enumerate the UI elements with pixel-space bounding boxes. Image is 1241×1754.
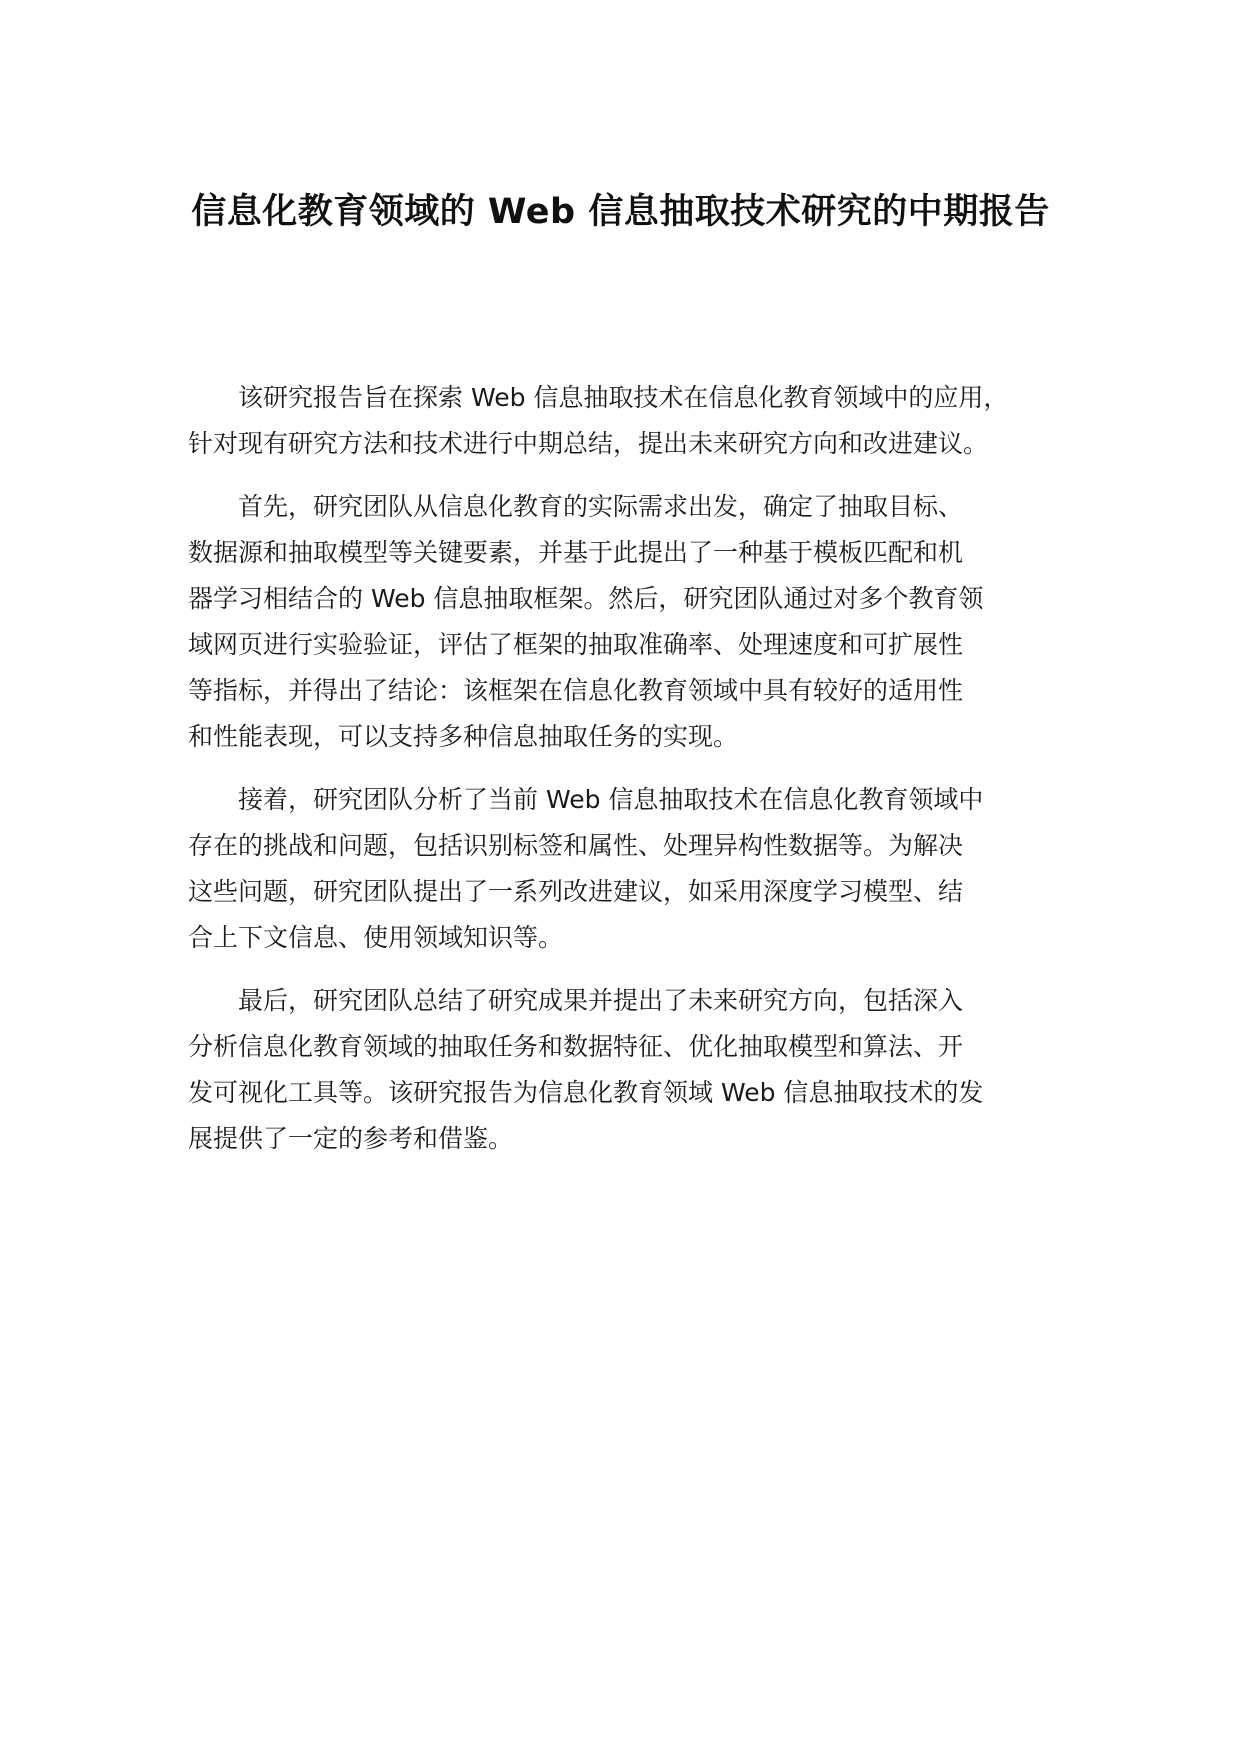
paragraph-line: 最后，研究团队总结了研究成果并提出了未来研究方向，包括深入 <box>238 986 964 1015</box>
paragraph-line: 存在的挑战和问题，包括识别标签和属性、处理异构性数据等。为解决 <box>188 831 964 860</box>
paragraph-first <box>188 484 1078 760</box>
paragraph-line: 分析信息化教育领域的抽取任务和数据特征、优化抽取模型和算法、开 <box>188 1032 964 1061</box>
paragraph-next <box>188 777 1078 961</box>
paragraph-line: 域网页进行实验验证，评估了框架的抽取准确率、处理速度和可扩展性 <box>188 630 964 659</box>
document-body <box>188 375 1078 1179</box>
paragraph-line: 展提供了一定的参考和借鉴。 <box>188 1124 514 1153</box>
paragraph-last <box>188 978 1078 1162</box>
paragraph-line: 器学习相结合的 Web 信息抽取框架。然后，研究团队通过对多个教育领 <box>188 584 984 613</box>
paragraph-line: 和性能表现，可以支持多种信息抽取任务的实现。 <box>188 722 739 751</box>
paragraph-line: 发可视化工具等。该研究报告为信息化教育领域 Web 信息抽取技术的发 <box>188 1078 984 1107</box>
paragraph-line: 这些问题，研究团队提出了一系列改进建议，如采用深度学习模型、结 <box>188 877 964 906</box>
paragraph-line: 接着，研究团队分析了当前 Web 信息抽取技术在信息化教育领域中 <box>238 785 984 814</box>
paragraph-line: 数据源和抽取模型等关键要素，并基于此提出了一种基于模板匹配和机 <box>188 538 964 567</box>
paragraph-line: 针对现有研究方法和技术进行中期总结，提出未来研究方向和改进建议。 <box>188 429 989 458</box>
paragraph-line: 首先，研究团队从信息化教育的实际需求出发，确定了抽取目标、 <box>238 492 964 521</box>
document-title: 信息化教育领域的 Web 信息抽取技术研究的中期报告 <box>191 192 1050 232</box>
paragraph-line: 等指标，并得出了结论：该框架在信息化教育领域中具有较好的适用性 <box>188 676 964 705</box>
paragraph-line: 合上下文信息、使用领域知识等。 <box>188 923 564 952</box>
paragraph-line: 该研究报告旨在探索 Web 信息抽取技术在信息化教育领域中的应用， <box>238 383 1009 412</box>
paragraph-intro <box>188 375 1078 467</box>
